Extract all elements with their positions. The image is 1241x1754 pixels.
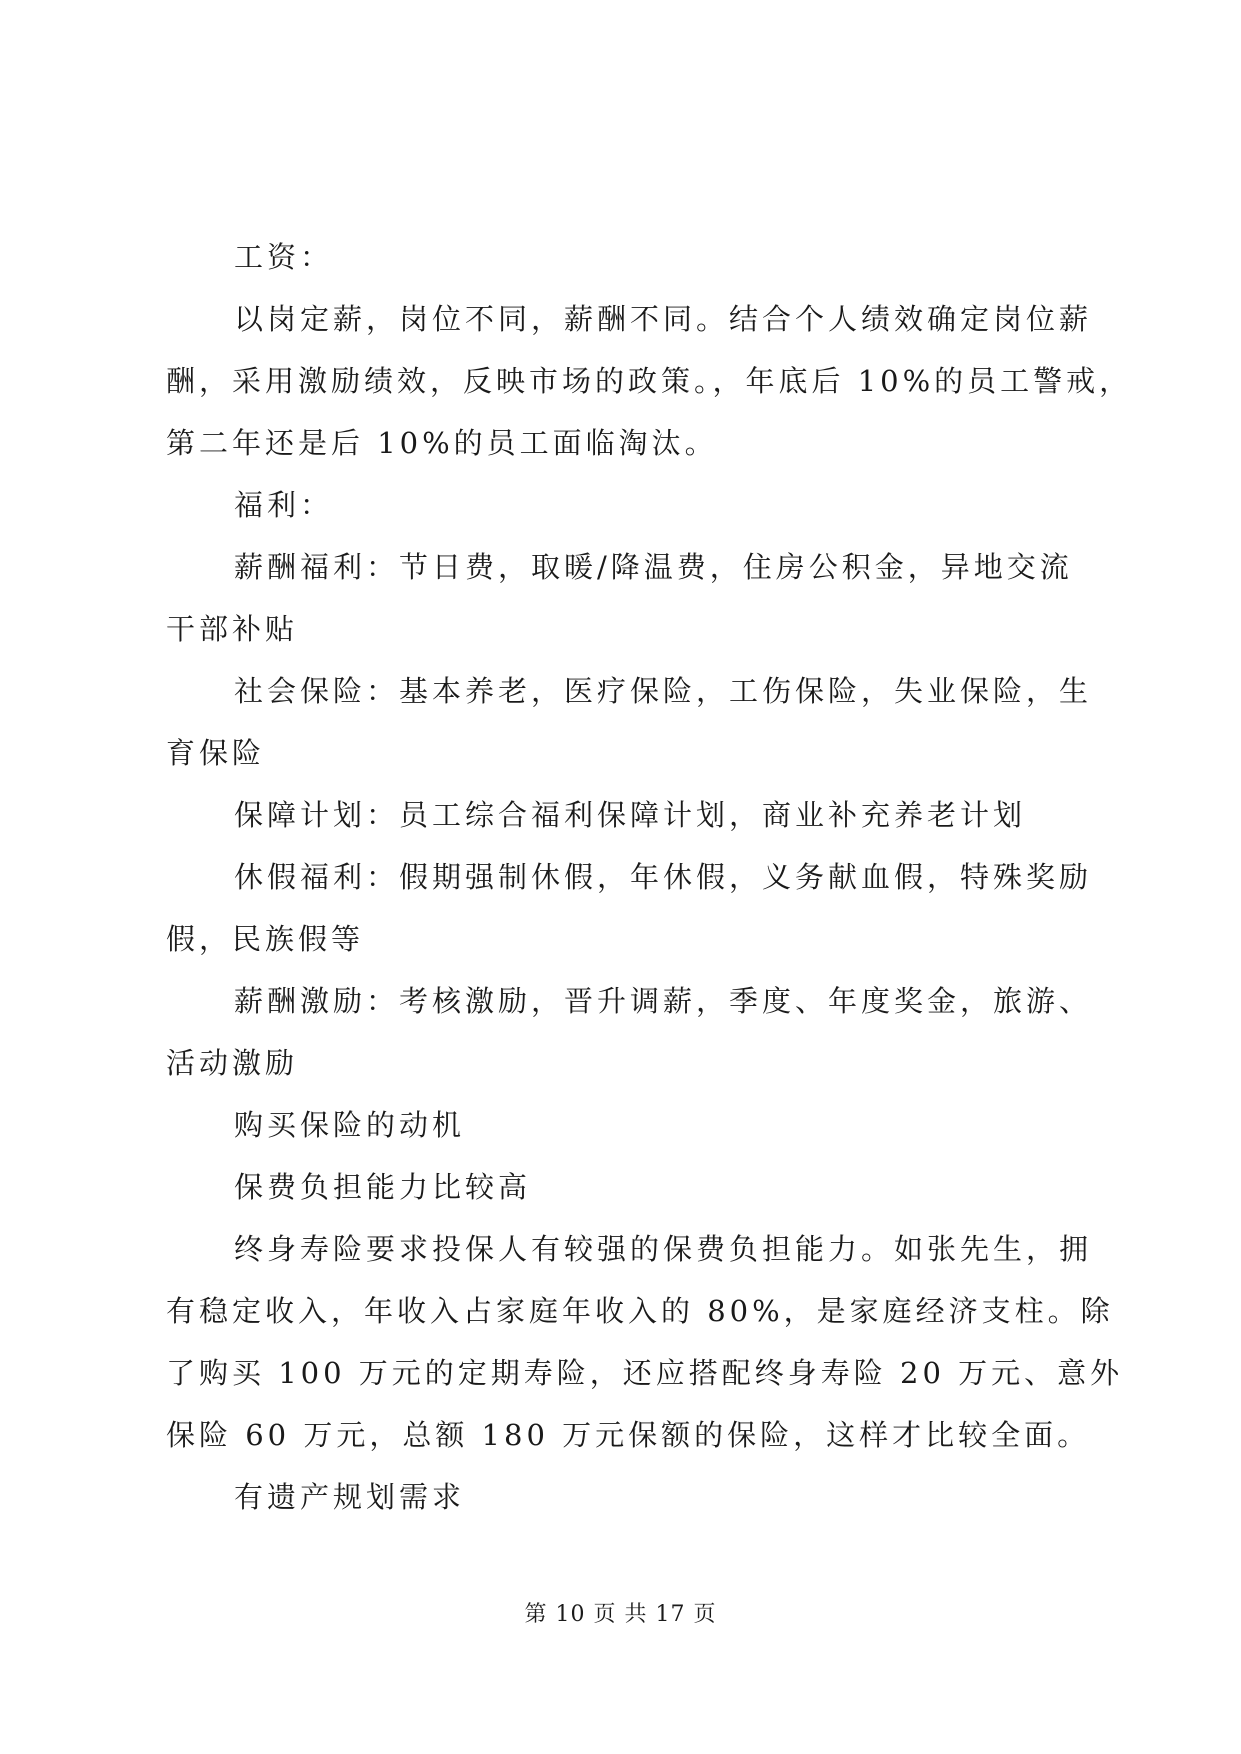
paragraph-line: 社会保险：基本养老，医疗保险，工伤保险，失业保险，生 xyxy=(234,674,1093,708)
section-heading-affordability: 保费负担能力比较高 xyxy=(234,1170,532,1204)
section-heading-estate-planning: 有遗产规划需求 xyxy=(234,1480,466,1514)
paragraph-line: 终身寿险要求投保人有较强的保费负担能力。如张先生，拥 xyxy=(234,1232,1093,1266)
page-number-footer: 第 10 页 共 17 页 xyxy=(524,1602,717,1627)
paragraph-line: 干部补贴 xyxy=(166,612,299,646)
paragraph-line: 休假福利：假期强制休假，年休假，义务献血假，特殊奖励 xyxy=(234,860,1093,894)
paragraph-line: 保障计划：员工综合福利保障计划，商业补充养老计划 xyxy=(234,798,1027,832)
section-heading-salary: 工资： xyxy=(234,240,334,274)
paragraph-line: 假，民族假等 xyxy=(166,922,365,956)
document-body xyxy=(166,226,1133,1528)
paragraph-line: 育保险 xyxy=(166,736,266,770)
paragraph-line: 第二年还是后 10%的员工面临淘汰。 xyxy=(166,426,718,460)
paragraph-line: 活动激励 xyxy=(166,1046,299,1080)
paragraph-line: 薪酬激励：考核激励，晋升调薪，季度、年度奖金，旅游、 xyxy=(234,984,1093,1018)
paragraph-line: 保险 60 万元，总额 180 万元保额的保险，这样才比较全面。 xyxy=(166,1418,1091,1452)
paragraph-line: 以岗定薪，岗位不同，薪酬不同。结合个人绩效确定岗位薪 xyxy=(234,302,1093,336)
paragraph-line: 薪酬福利：节日费，取暖/降温费，住房公积金，异地交流 xyxy=(234,550,1073,584)
section-heading-motivation: 购买保险的动机 xyxy=(234,1108,466,1142)
paragraph-line: 酬，采用激励绩效，反映市场的政策。，年底后 10%的员工警戒， xyxy=(166,364,1133,398)
paragraph-line: 了购买 100 万元的定期寿险，还应搭配终身寿险 20 万元、意外 xyxy=(166,1356,1124,1390)
section-heading-benefits: 福利： xyxy=(234,488,334,522)
paragraph-line: 有稳定收入，年收入占家庭年收入的 80%，是家庭经济支柱。除 xyxy=(166,1294,1114,1328)
